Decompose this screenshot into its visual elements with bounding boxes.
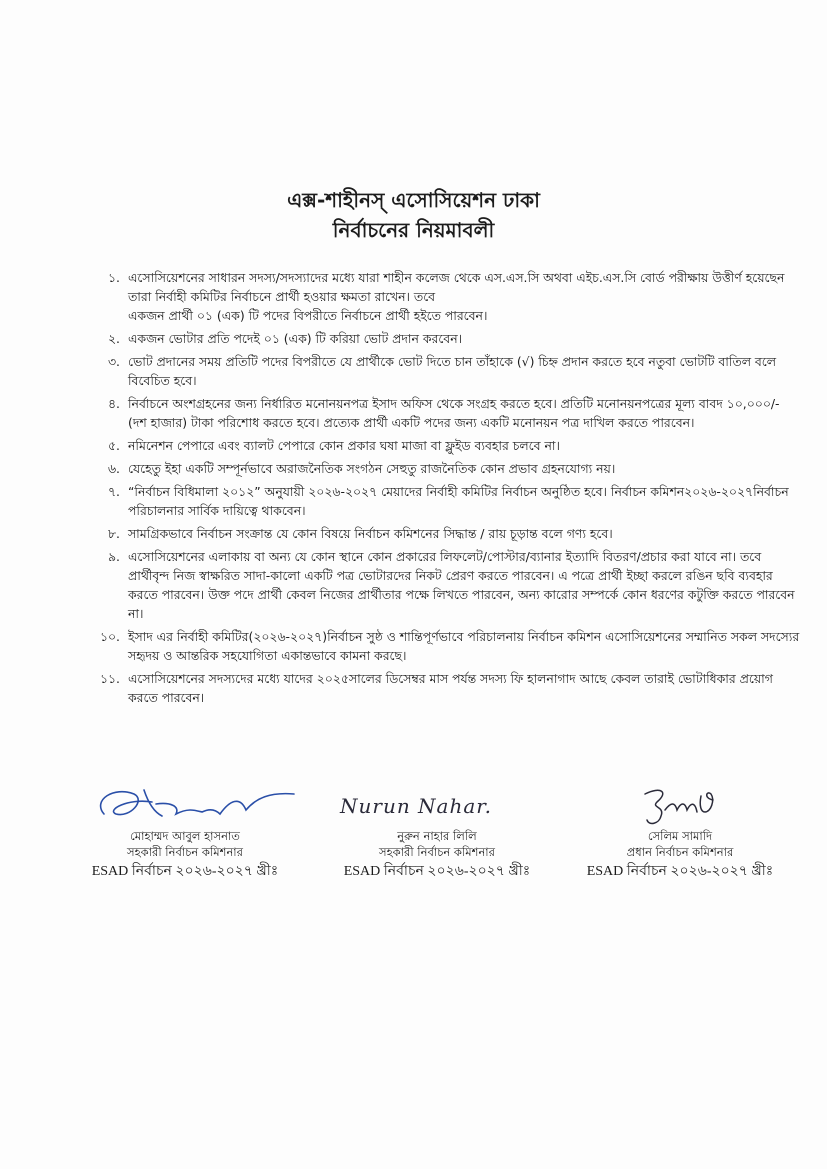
- rule-text: [128, 436, 800, 455]
- signatory-name: নুরুন নাহার লিলি: [397, 829, 477, 843]
- rule-item: [84, 436, 800, 455]
- rule-number: ১.: [108, 270, 120, 285]
- signature-footer: ESAD নির্বাচন ২০২৬-২০২৭ খ্রীঃ: [586, 864, 774, 879]
- signatory-name: সেলিম সামাদি: [647, 829, 713, 843]
- rule-text: [128, 669, 800, 707]
- rule-number: ৩.: [108, 354, 120, 369]
- handwritten-signature: [70, 780, 300, 828]
- rule-line: ইসাদ এর নির্বাহী কমিটির(২০২৬-২০২৭)নির্বাচন সুষ্ঠ ও শান্তিপূর্ণভাবে পরিচালনায় নির্বাচন কমিশন এসোসিয়েশনের সম্মানিত সকল সদস্যের সহৃদয় ও আন্তরিক সহযোগিতা একান্তভাবে কামনা করছে।: [128, 629, 800, 663]
- rule-text: [128, 394, 800, 432]
- handwritten-signature: [565, 780, 795, 828]
- rule-item: [84, 268, 800, 325]
- rule-line: এসোসিয়েশনের সাধারন সদস্য/সদস্যাদের মধ্যে যারা শাহীন কলেজ থেকে এস.এস.সি অথবা এইচ.এস.সি বোর্ড পরীক্ষায় উত্তীর্ণ হয়েছেন তারা নির্বাহী কমিটির নির্বাচনে প্রার্থী হওয়ার ক্ষমতা রাখেন। তবে: [128, 270, 785, 304]
- rule-line: একজন প্রার্থী ০১ (এক) টি পদের বিপরীতে নির্বাচনে প্রার্থী হইতে পারবেন।: [128, 308, 488, 323]
- rule-line: এসোসিয়েশনের সদস্যদের মধ্যে যাদের ২০২৫সালের ডিসেম্বর মাস পর্যন্ত সদস্য ফি হালনাগাদ আছে কেবল তারাই ভোটাধিকার প্রয়োগ করতে পারবেন।: [128, 671, 773, 705]
- signature-assistant-commissioner-2: [322, 780, 552, 882]
- rule-text: [128, 459, 800, 478]
- rule-text: [128, 482, 800, 520]
- organization-title: এক্স-শাহীনস্‌ এসোসিয়েশন ঢাকা: [287, 188, 540, 212]
- rule-item: [84, 547, 800, 623]
- rule-text: [128, 627, 800, 665]
- signature-footer: ESAD নির্বাচন ২০২৬-২০২৭ খ্রীঃ: [91, 864, 279, 879]
- rule-item: [84, 459, 800, 478]
- rule-number: ১১.: [99, 671, 120, 686]
- rules-list: [84, 268, 800, 711]
- rule-line: নির্বাচনে অংশগ্রহনের জন্য নির্ধারিত মনোনয়নপত্র ইসাদ অফিস থেকে সংগ্রহ করতে হবে। প্রতিটি মনোনয়নপত্রের মূল্য বাবদ ১০,০০০/- (দশ হাজার) টাকা পরিশোধ করতে হবে। প্রত্যেক প্রার্থী একটি পদের জন্য একটি মনোনয়ন পত্র দাখিল করতে পারবেন।: [128, 396, 780, 430]
- rule-number: ৮.: [108, 526, 120, 541]
- signatory-role: সহকারী নির্বাচন কমিশনার: [379, 845, 495, 859]
- rule-item: [84, 352, 800, 390]
- rule-line: এসোসিয়েশনের এলাকায় বা অন্য যে কোন স্থানে কোন প্রকারের লিফলেট/পোস্টার/ব্যানার ইত্যাদি বিতরণ/প্রচার করা যাবে না। তবে প্রার্থীবৃন্দ নিজ স্বাক্ষরিত সাদা-কালো একটি পত্র ভোটারদের নিকট প্রেরণ করতে পারবেন। এ পত্রে প্রার্থী ইচ্ছা করলে রঙিন ছবি ব্যবহার করতে পারবেন। উক্ত পদে প্রার্থী কেবল নিজের প্রার্থীতার পক্ষে লিখতে পারবেন, অন্য কারোর সম্পর্কে কোন ধরণের কটুক্তি করতে পারবেন না।: [128, 549, 795, 621]
- rule-number: ৫.: [108, 438, 120, 453]
- rule-item: [84, 394, 800, 432]
- rule-item: [84, 482, 800, 520]
- rule-number: ৯.: [108, 549, 120, 564]
- document-title: নির্বাচনের নিয়মাবলী: [332, 218, 495, 242]
- rule-item: [84, 669, 800, 707]
- rule-number: ২.: [108, 331, 120, 346]
- signatory-role: প্রধান নির্বাচন কমিশনার: [626, 845, 734, 859]
- rule-text: [128, 268, 800, 325]
- rule-item: [84, 627, 800, 665]
- signatory-name: মোহাম্মদ আবুল হাসনাত: [130, 829, 240, 843]
- rule-line: সামগ্রিকভাবে নির্বাচন সংক্রান্ত যে কোন বিষয়ে নির্বাচন কমিশনের সিদ্ধান্ত / রায় চূড়ান্ত বলে গণ্য হবে।: [128, 526, 613, 541]
- rule-number: ৭.: [108, 484, 120, 499]
- rule-number: ৪.: [108, 396, 120, 411]
- signature-footer: ESAD নির্বাচন ২০২৬-২০২৭ খ্রীঃ: [343, 864, 531, 879]
- rule-line: একজন ভোটার প্রতি পদেই ০১ (এক) টি করিয়া ভোট প্রদান করবেন।: [128, 331, 463, 346]
- rule-text: [128, 547, 800, 623]
- handwritten-signature: [322, 780, 552, 828]
- signature-assistant-commissioner-1: [70, 780, 300, 882]
- rule-item: [84, 329, 800, 348]
- signature-block: [70, 780, 790, 890]
- rule-line: নমিনেশন পেপারে এবং ব্যালট পেপারে কোন প্রকার ঘষা মাজা বা ফ্লুইড ব্যবহার চলবে না।: [128, 438, 560, 453]
- rule-text: [128, 352, 800, 390]
- rule-number: ৬.: [108, 461, 120, 476]
- rule-text: [128, 329, 800, 348]
- document-header: [0, 186, 827, 244]
- rule-item: [84, 524, 800, 543]
- rule-line: ভোট প্রদানের সময় প্রতিটি পদের বিপরীতে যে প্রার্থীকে ভোট দিতে চান তাঁহাকে (√) চিহ্ন প্রদান করতে হবে নতুবা ভোটটি বাতিল বলে বিবেচিত হবে।: [128, 354, 776, 388]
- rule-text: [128, 524, 800, 543]
- signatory-role: সহকারী নির্বাচন কমিশনার: [127, 845, 243, 859]
- signature-chief-commissioner: [565, 780, 795, 882]
- rule-number: ১০.: [99, 629, 120, 644]
- rule-line: যেহেতু ইহা একটি সম্পূর্নভাবে অরাজনৈতিক সংগঠন সেহুতু রাজনৈতিক কোন প্রভাব গ্রহনযোগ্য নয়।: [128, 461, 616, 476]
- rule-line: “নির্বাচন বিধিমালা ২০১২” অনুযায়ী ২০২৬-২০২৭ মেয়াদের নির্বাহী কমিটির নির্বাচন অনুষ্ঠিত হবে। নির্বাচন কমিশন২০২৬-২০২৭নির্বাচন পরিচালনার সার্বিক দায়িত্বে থাকবেন।: [128, 484, 789, 518]
- handwritten-name: Nurun Nahar.: [340, 794, 493, 818]
